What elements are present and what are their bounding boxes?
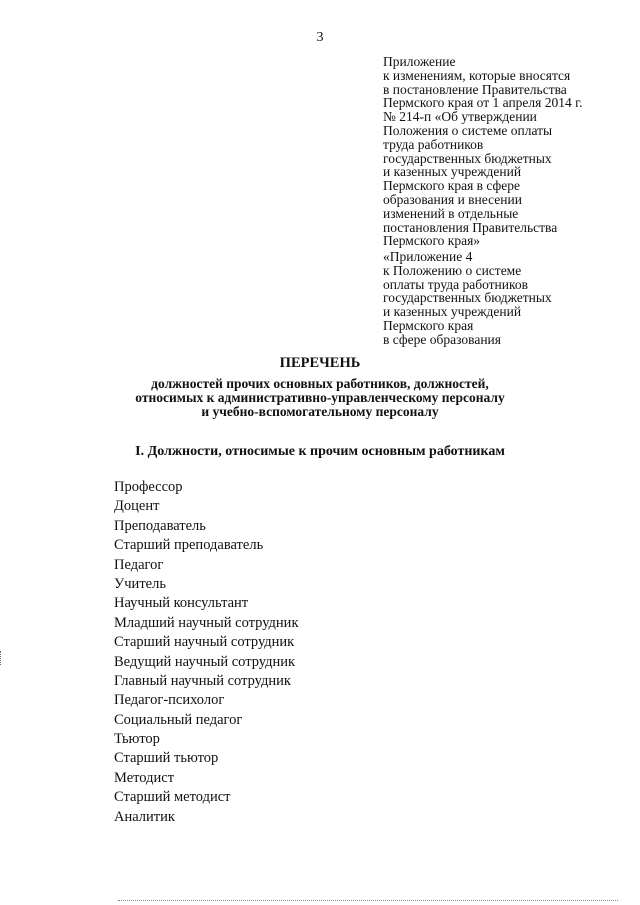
list-item: Ведущий научный сотрудник xyxy=(114,653,296,670)
positions-list xyxy=(114,478,299,827)
annex-header-line: и казенных учреждений xyxy=(383,164,522,180)
annex4-header-line: в сфере образования xyxy=(383,331,501,347)
annex-header-line: № 214-п «Об утверждении xyxy=(383,109,537,125)
annex-header-line: Приложение xyxy=(383,54,456,69)
annex4-header-line: и казенных учреждений xyxy=(383,304,522,320)
list-item: Старший научный сотрудник xyxy=(114,634,295,651)
scan-margin-mark xyxy=(0,651,4,665)
page-number: 3 xyxy=(316,30,324,45)
annex-header-line: Положения о системе оплаты xyxy=(383,122,553,138)
annex-header-line: изменений в отдельные xyxy=(383,205,519,221)
document-subtitle xyxy=(0,377,640,419)
list-item: Учитель xyxy=(114,575,166,592)
list-item: Методист xyxy=(114,769,175,786)
annex-header-line: труда работников xyxy=(383,136,484,152)
annex-header xyxy=(383,55,628,248)
annex-header-line: в постановление Правительства xyxy=(383,81,567,97)
list-item: Тьютор xyxy=(114,731,160,748)
list-item: Педагог xyxy=(114,556,164,573)
list-item: Аналитик xyxy=(114,808,175,825)
list-item: Старший преподаватель xyxy=(114,537,264,554)
list-item: Преподаватель xyxy=(114,517,206,534)
annex-header-line: Пермского края от 1 апреля 2014 г. xyxy=(383,95,583,111)
list-item: Старший методист xyxy=(114,789,231,806)
annex4-header xyxy=(383,250,628,347)
list-item: Старший тьютор xyxy=(114,750,219,767)
list-item: Главный научный сотрудник xyxy=(114,672,291,689)
subtitle-line: должностей прочих основных работников, должностей, xyxy=(151,376,489,391)
list-item: Научный консультант xyxy=(114,595,249,612)
list-item: Доцент xyxy=(114,498,160,515)
annex4-header-line: «Приложение 4 xyxy=(383,249,473,264)
annex4-header-line: оплаты труда работников xyxy=(383,276,528,292)
annex4-header-line: к Положению о системе xyxy=(383,262,522,278)
annex-header-line: Пермского края в сфере xyxy=(383,178,521,194)
subtitle-line: и учебно-вспомогательному персоналу xyxy=(201,404,439,419)
list-item: Профессор xyxy=(114,479,183,495)
list-item: Педагог-психолог xyxy=(114,692,225,709)
annex-header-line: государственных бюджетных xyxy=(383,150,552,166)
section-heading: I. Должности, относимые к прочим основным работникам xyxy=(135,444,505,459)
annex-header-line: постановления Правительства xyxy=(383,219,558,235)
list-item: Младший научный сотрудник xyxy=(114,614,299,631)
annex-header-line: к изменениям, которые вносятся xyxy=(383,67,571,83)
document-title: ПЕРЕЧЕНЬ xyxy=(279,355,361,371)
annex-header-line: Пермского края» xyxy=(383,233,481,249)
annex-header-line: образования и внесении xyxy=(383,191,522,207)
subtitle-line: относимых к административно-управленческому персоналу xyxy=(135,390,505,405)
scan-bottom-edge xyxy=(118,900,618,901)
list-item: Социальный педагог xyxy=(114,711,243,728)
annex4-header-line: государственных бюджетных xyxy=(383,290,552,306)
annex4-header-line: Пермского края xyxy=(383,317,474,333)
